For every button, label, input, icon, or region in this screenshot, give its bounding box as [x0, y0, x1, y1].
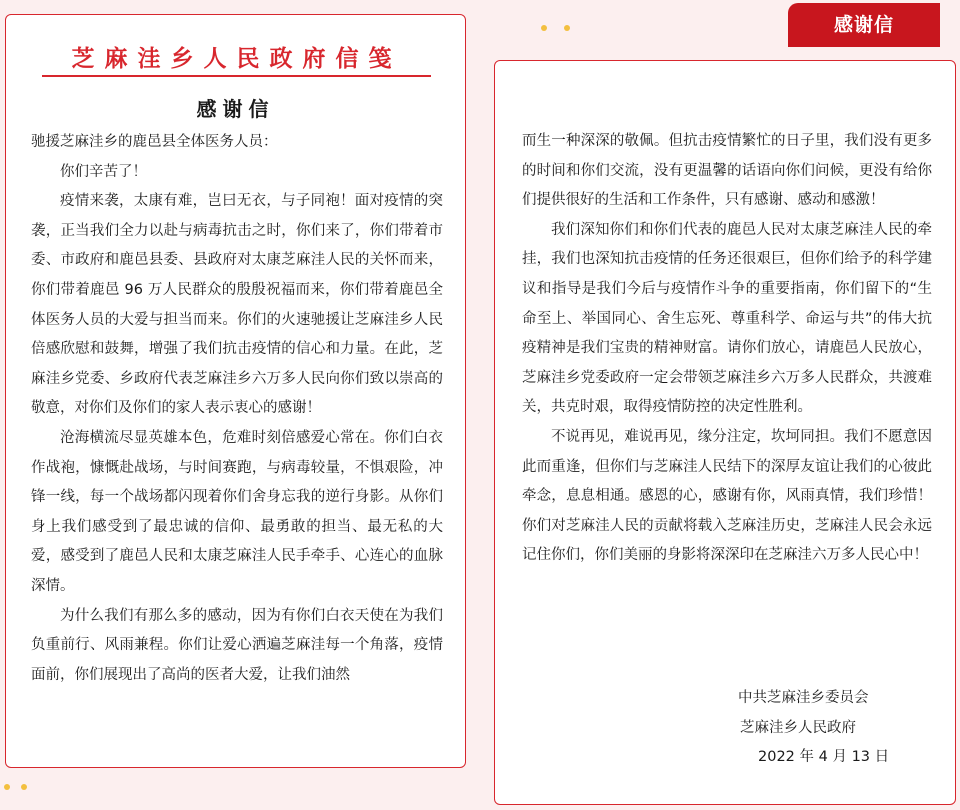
- signature-party-committee: 中共芝麻洼乡委员会: [738, 690, 869, 706]
- body-paragraph: 我们深知你们和你们代表的鹿邑人民对太康芝麻洼人民的牵挂，我们也深知抗击疫情的任务还很艰巨，但你们给予的科学建议和指导是我们今后与疫情作斗争的重要指南，你们留下的“生命至上、举国同心、舍生忘死、尊重科学、命运与共”的伟大抗疫精神是我们宝贵的精神财富。请你们放心，请鹿邑人民放心，芝麻洼乡党委政府一定会带领芝麻洼乡六万多人民群众，共渡难关，共克时艰，取得疫情防控的决定性胜利。: [522, 221, 932, 416]
- letter-title: 感谢信: [196, 97, 275, 121]
- body-paragraph: 不说再见，难说再见，缘分注定，坎坷同担。我们不愿意因此而重逢，但你们与芝麻洼人民结下的深厚友谊让我们的心彼此牵念，息息相通。感恩的心，感谢有你，风雨真情，我们珍惜！你们对芝麻洼人民的贡献将载入芝麻洼历史，芝麻洼人民会永远记住你们，你们美丽的身影将深深印在芝麻洼六万多人民心中！: [522, 428, 932, 564]
- decorative-dot: [564, 25, 570, 31]
- body-paragraph: 沧海横流尽显英雄本色，危难时刻倍感爱心常在。你们白衣作战袍，慷慨赴战场，与时间赛跑，与病毒较量，不惧艰险，冲锋一线，每一个战场都闪现着你们舍身忘我的逆行身影。从你们身上我们感受到了最忠诚的信仰、最勇敢的担当、最无私的大爱，感受到了鹿邑人民和太康芝麻洼人民手牵手、心连心的血脉深情。: [31, 429, 443, 594]
- signature-date: 2022 年 4 月 13 日: [758, 749, 890, 766]
- decorative-dot: [4, 784, 10, 790]
- letterhead-title: 芝麻洼乡人民政府信笺: [42, 44, 431, 77]
- decorative-dot: [541, 25, 547, 31]
- decorative-dot: [21, 784, 27, 790]
- body-paragraph: 疫情来袭，太康有难，岂曰无衣，与子同袍！面对疫情的突袭，正当我们全力以赴与病毒抗击之时，你们来了，你们带着市委、市政府和鹿邑县委、县政府对太康芝麻洼人民的关怀而来，你们带着鹿邑 96 万人民群众的殷殷祝福而来，你们带着鹿邑全体医务人员的大爱与担当而来。你们的火速驰援让芝麻洼乡人民倍感欣慰和鼓舞，增强了我们抗击疫情的信心和力量。在此，芝麻洼乡党委、乡政府代表芝麻洼乡六万多人民向你们致以崇高的敬意，对你们及你们的家人表示衷心的感谢！: [31, 193, 443, 417]
- letter-body-left: [31, 128, 443, 690]
- body-paragraph: 你们辛苦了！: [60, 163, 147, 180]
- body-paragraph: 而生一种深深的敬佩。但抗击疫情繁忙的日子里，我们没有更多的时间和你们交流，没有更温馨的话语向你们问候，更没有给你们提供很好的生活和工作条件，只有感谢、感动和感激！: [522, 133, 932, 209]
- salutation: 驰援芝麻洼乡的鹿邑县全体医务人员：: [31, 134, 278, 150]
- signature-block: [700, 684, 930, 773]
- section-badge: 感谢信: [788, 3, 940, 47]
- body-paragraph: 为什么我们有那么多的感动，因为有你们白衣天使在为我们负重前行、风雨兼程。你们让爱心洒遍芝麻洼每一个角落，疫情面前，你们展现出了高尚的医者大爱，让我们油然: [31, 607, 443, 683]
- letter-body-right: [522, 127, 932, 571]
- signature-government: 芝麻洼乡人民政府: [740, 719, 856, 736]
